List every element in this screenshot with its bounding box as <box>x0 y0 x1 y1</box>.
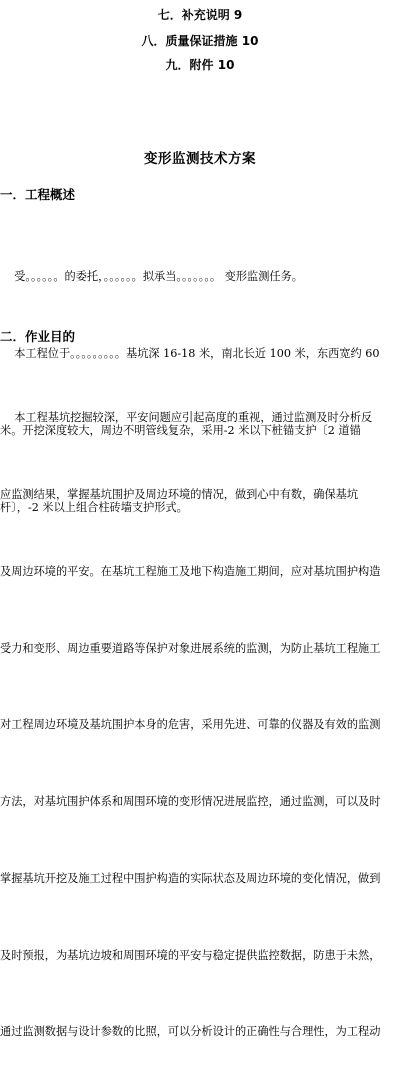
text-line: 通过监测数据与设计参数的比照，可以分析设计的正确性与合理性，为工程动 <box>0 1025 381 1039</box>
toc-item-attachments: 九．附件 10 <box>165 58 235 72</box>
text-line: 及时预报，为基坑边坡和周围环境的平安与稳定提供监控数据，防患于未然， <box>0 948 381 962</box>
text-line: 受。。。。。。的委托，。。。。。。拟承当。。。。。。。 变形监测任务。 <box>0 270 303 284</box>
section-heading-project-overview: 一．工程概述 <box>0 187 76 202</box>
section-heading-work-purpose: 二．作业目的 <box>0 329 76 344</box>
text-line: 杆〕，-2 米以上组合柱砖墙支护形式。 <box>0 500 188 514</box>
text-line: 米。开挖深度较大，周边不明管线复杂，采用-2 米以下桩锚支护〔2 道锚 <box>0 423 361 437</box>
text-line: 及周边环境的平安。在基坑工程施工及地下构造施工期间，应对基坑围护构造 <box>0 564 381 578</box>
text-line: 应监测结果，掌握基坑围护及周边环境的情况，做到心中有数，确保基坑 <box>0 487 359 501</box>
text-line: 本工程位于。。。。。。。。。基坑深 16-18 米，南北长近 100 米，东西宽约 60 <box>0 346 380 360</box>
text-line: 本工程基坑挖掘较深，平安问题应引起高度的重视，通过监测及时分析反 <box>0 411 373 425</box>
text-line: 掌握基坑开挖及施工过程中围护构造的实际状态及周边环境的变化情况，做到 <box>0 871 381 885</box>
section-work-purpose-body <box>0 354 400 1071</box>
text-line: 对工程周边环境及基坑围护本身的危害，采用先进、可靠的仪器及有效的监测 <box>0 718 381 732</box>
document-title: 变形监测技术方案 <box>144 151 256 167</box>
text-line: 受力和变形、周边重要道路等保护对象进展系统的监测，为防止基坑工程施工 <box>0 641 381 655</box>
toc-item-quality-assurance: 八．质量保证措施 10 <box>141 34 259 48</box>
text-line: 方法，对基坑围护体系和周围环境的变形情况进展监控，通过监测，可以及时 <box>0 795 381 809</box>
toc-item-supplementary-notes: 七．补充说明 9 <box>157 8 243 22</box>
